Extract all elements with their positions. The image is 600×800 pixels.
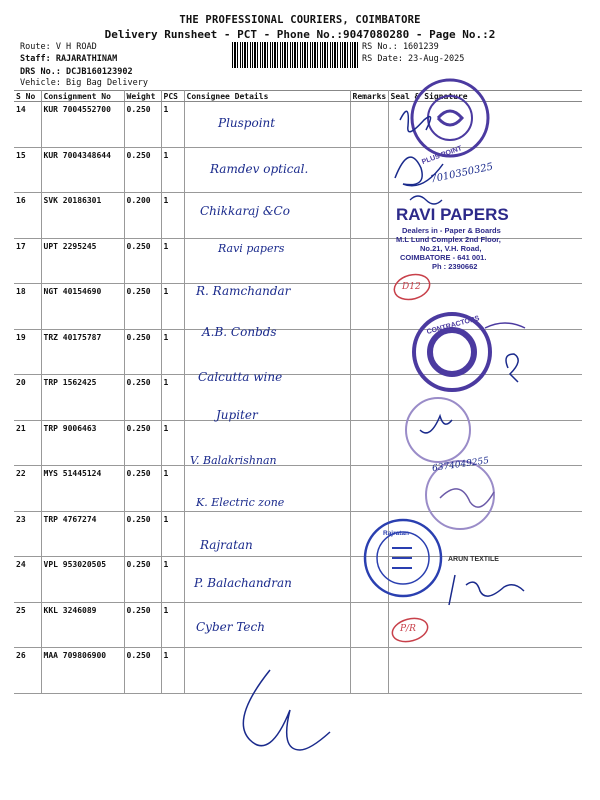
row-pcs: 1 — [161, 102, 184, 148]
row-weight: 0.250 — [124, 329, 161, 375]
row-weight: 0.250 — [124, 238, 161, 284]
handwritten-consignee: R. Ramchandar — [196, 284, 291, 298]
row-consignment: NGT 40154690 — [41, 284, 124, 330]
contractors-stamp-text: CONTRACTORS — [426, 315, 481, 336]
runsheet-subtitle: Delivery Runsheet - PCT - Phone No.:9047080280 - Page No.:2 — [104, 28, 496, 41]
row-pcs: 1 — [161, 284, 184, 330]
row-sno: 17 — [14, 238, 41, 284]
row-sno: 21 — [14, 420, 41, 466]
row-weight: 0.250 — [124, 102, 161, 148]
row-sno: 26 — [14, 648, 41, 694]
dl2-stamp-text: D12 — [402, 282, 421, 292]
faint-stamp — [406, 398, 470, 462]
company-title: THE PROFESSIONAL COURIERS, COIMBATORE — [179, 14, 421, 26]
row-weight: 0.250 — [124, 420, 161, 466]
row-consignment: TRZ 40175787 — [41, 329, 124, 375]
vehicle-label: Vehicle: Big Bag Delivery — [20, 78, 148, 88]
col-consignee: Consignee Details — [184, 91, 350, 102]
row-sno: 20 — [14, 375, 41, 421]
row-sno: 22 — [14, 466, 41, 512]
staff-label: Staff: RAJARATHINAM — [20, 54, 118, 64]
col-pcs: PCS — [161, 91, 184, 102]
handwritten-consignee: K. Electric zone — [196, 496, 285, 509]
ravi-papers-title: RAVI PAPERS — [396, 205, 509, 224]
row-pcs: 1 — [161, 420, 184, 466]
row-sno: 19 — [14, 329, 41, 375]
handwritten-consignee: V. Balakrishnan — [190, 454, 277, 467]
handwritten-consignee: Cyber Tech — [196, 620, 265, 634]
ravi-papers-line: Dealers in - Paper & Boards — [402, 226, 501, 235]
ravi-papers-line: No.21, V.H. Road, — [420, 244, 482, 253]
row-pcs: 1 — [161, 602, 184, 648]
row-sno: 25 — [14, 602, 41, 648]
ravi-papers-line: M.L Lund Complex 2nd Floor, — [396, 235, 501, 244]
handwritten-consignee: Calcutta wine — [198, 370, 283, 384]
handwritten-consignee: Ramdev optical. — [210, 162, 309, 176]
ravi-papers-phone: Ph : 2390662 — [432, 262, 478, 271]
arun-textile-stamp: ARUN TEXTILE — [448, 556, 499, 563]
handwritten-consignee: Rajratan — [200, 538, 253, 552]
col-sno: S No — [14, 91, 41, 102]
row-pcs: 1 — [161, 511, 184, 557]
row-consignment: KUR 7004348644 — [41, 147, 124, 193]
row-weight: 0.250 — [124, 602, 161, 648]
rajratan-stamp-text: Rajratan — [383, 530, 410, 537]
row-consignment: UPT 2295245 — [41, 238, 124, 284]
row-pcs: 1 — [161, 375, 184, 421]
route-label: Route: V H ROAD — [20, 42, 97, 52]
row-sno: 14 — [14, 102, 41, 148]
col-seal: Seal & Signature — [388, 91, 582, 102]
rs-date: RS Date: 23-Aug-2025 — [362, 54, 465, 64]
row-pcs: 1 — [161, 193, 184, 239]
row-pcs: 1 — [161, 648, 184, 694]
row-weight: 0.250 — [124, 511, 161, 557]
bottom-signature — [243, 670, 330, 750]
handwritten-consignee: A.B. Conbds — [202, 325, 277, 339]
handwritten-consignee: Ravi papers — [218, 242, 285, 255]
row-consignment: TRP 1562425 — [41, 375, 124, 421]
handwritten-consignee: Jupiter — [216, 408, 258, 422]
row-pcs: 1 — [161, 466, 184, 512]
drs-label: DRS No.: DCJB160123902 — [20, 67, 133, 77]
plus-point-stamp — [412, 80, 488, 156]
col-weight: Weight — [124, 91, 161, 102]
row-weight: 0.200 — [124, 193, 161, 239]
row-sno: 18 — [14, 284, 41, 330]
handwritten-consignee: Chikkaraj &Co — [200, 204, 290, 218]
row-consignment: MAA 709806900 — [41, 648, 124, 694]
row-consignment: TRP 9006463 — [41, 420, 124, 466]
row-weight: 0.250 — [124, 466, 161, 512]
row-consignment: TRP 4767274 — [41, 511, 124, 557]
plus-point-stamp-text: PLUS POINT — [421, 145, 463, 166]
handwritten-consignee: Pluspoint — [218, 116, 276, 130]
pr-stamp-text: P/R — [400, 624, 416, 634]
row-weight: 0.250 — [124, 557, 161, 603]
row-consignment: SVK 20186301 — [41, 193, 124, 239]
handwritten-phone: 7010350325 — [429, 161, 495, 186]
row-consignment: KUR 7004552700 — [41, 102, 124, 148]
row-weight: 0.250 — [124, 284, 161, 330]
ravi-papers-line: COIMBATORE - 641 001. — [400, 253, 487, 262]
handwritten-consignee: P. Balachandran — [194, 576, 292, 590]
row-pcs: 1 — [161, 557, 184, 603]
row-sno: 24 — [14, 557, 41, 603]
row-weight: 0.250 — [124, 648, 161, 694]
row-pcs: 1 — [161, 147, 184, 193]
row-consignment: KKL 3246089 — [41, 602, 124, 648]
row-consignment: MYS 51445124 — [41, 466, 124, 512]
col-consignment: Consignment No — [41, 91, 124, 102]
row-sno: 15 — [14, 147, 41, 193]
col-remarks: Remarks — [350, 91, 388, 102]
row-pcs: 1 — [161, 238, 184, 284]
row-pcs: 1 — [161, 329, 184, 375]
row-sno: 23 — [14, 511, 41, 557]
row-weight: 0.250 — [124, 147, 161, 193]
row-weight: 0.250 — [124, 375, 161, 421]
row-consignment: VPL 953020505 — [41, 557, 124, 603]
rs-number: RS No.: 1601239 — [362, 42, 439, 52]
row-sno: 16 — [14, 193, 41, 239]
handwritten-phone: 6374049255 — [431, 456, 490, 474]
